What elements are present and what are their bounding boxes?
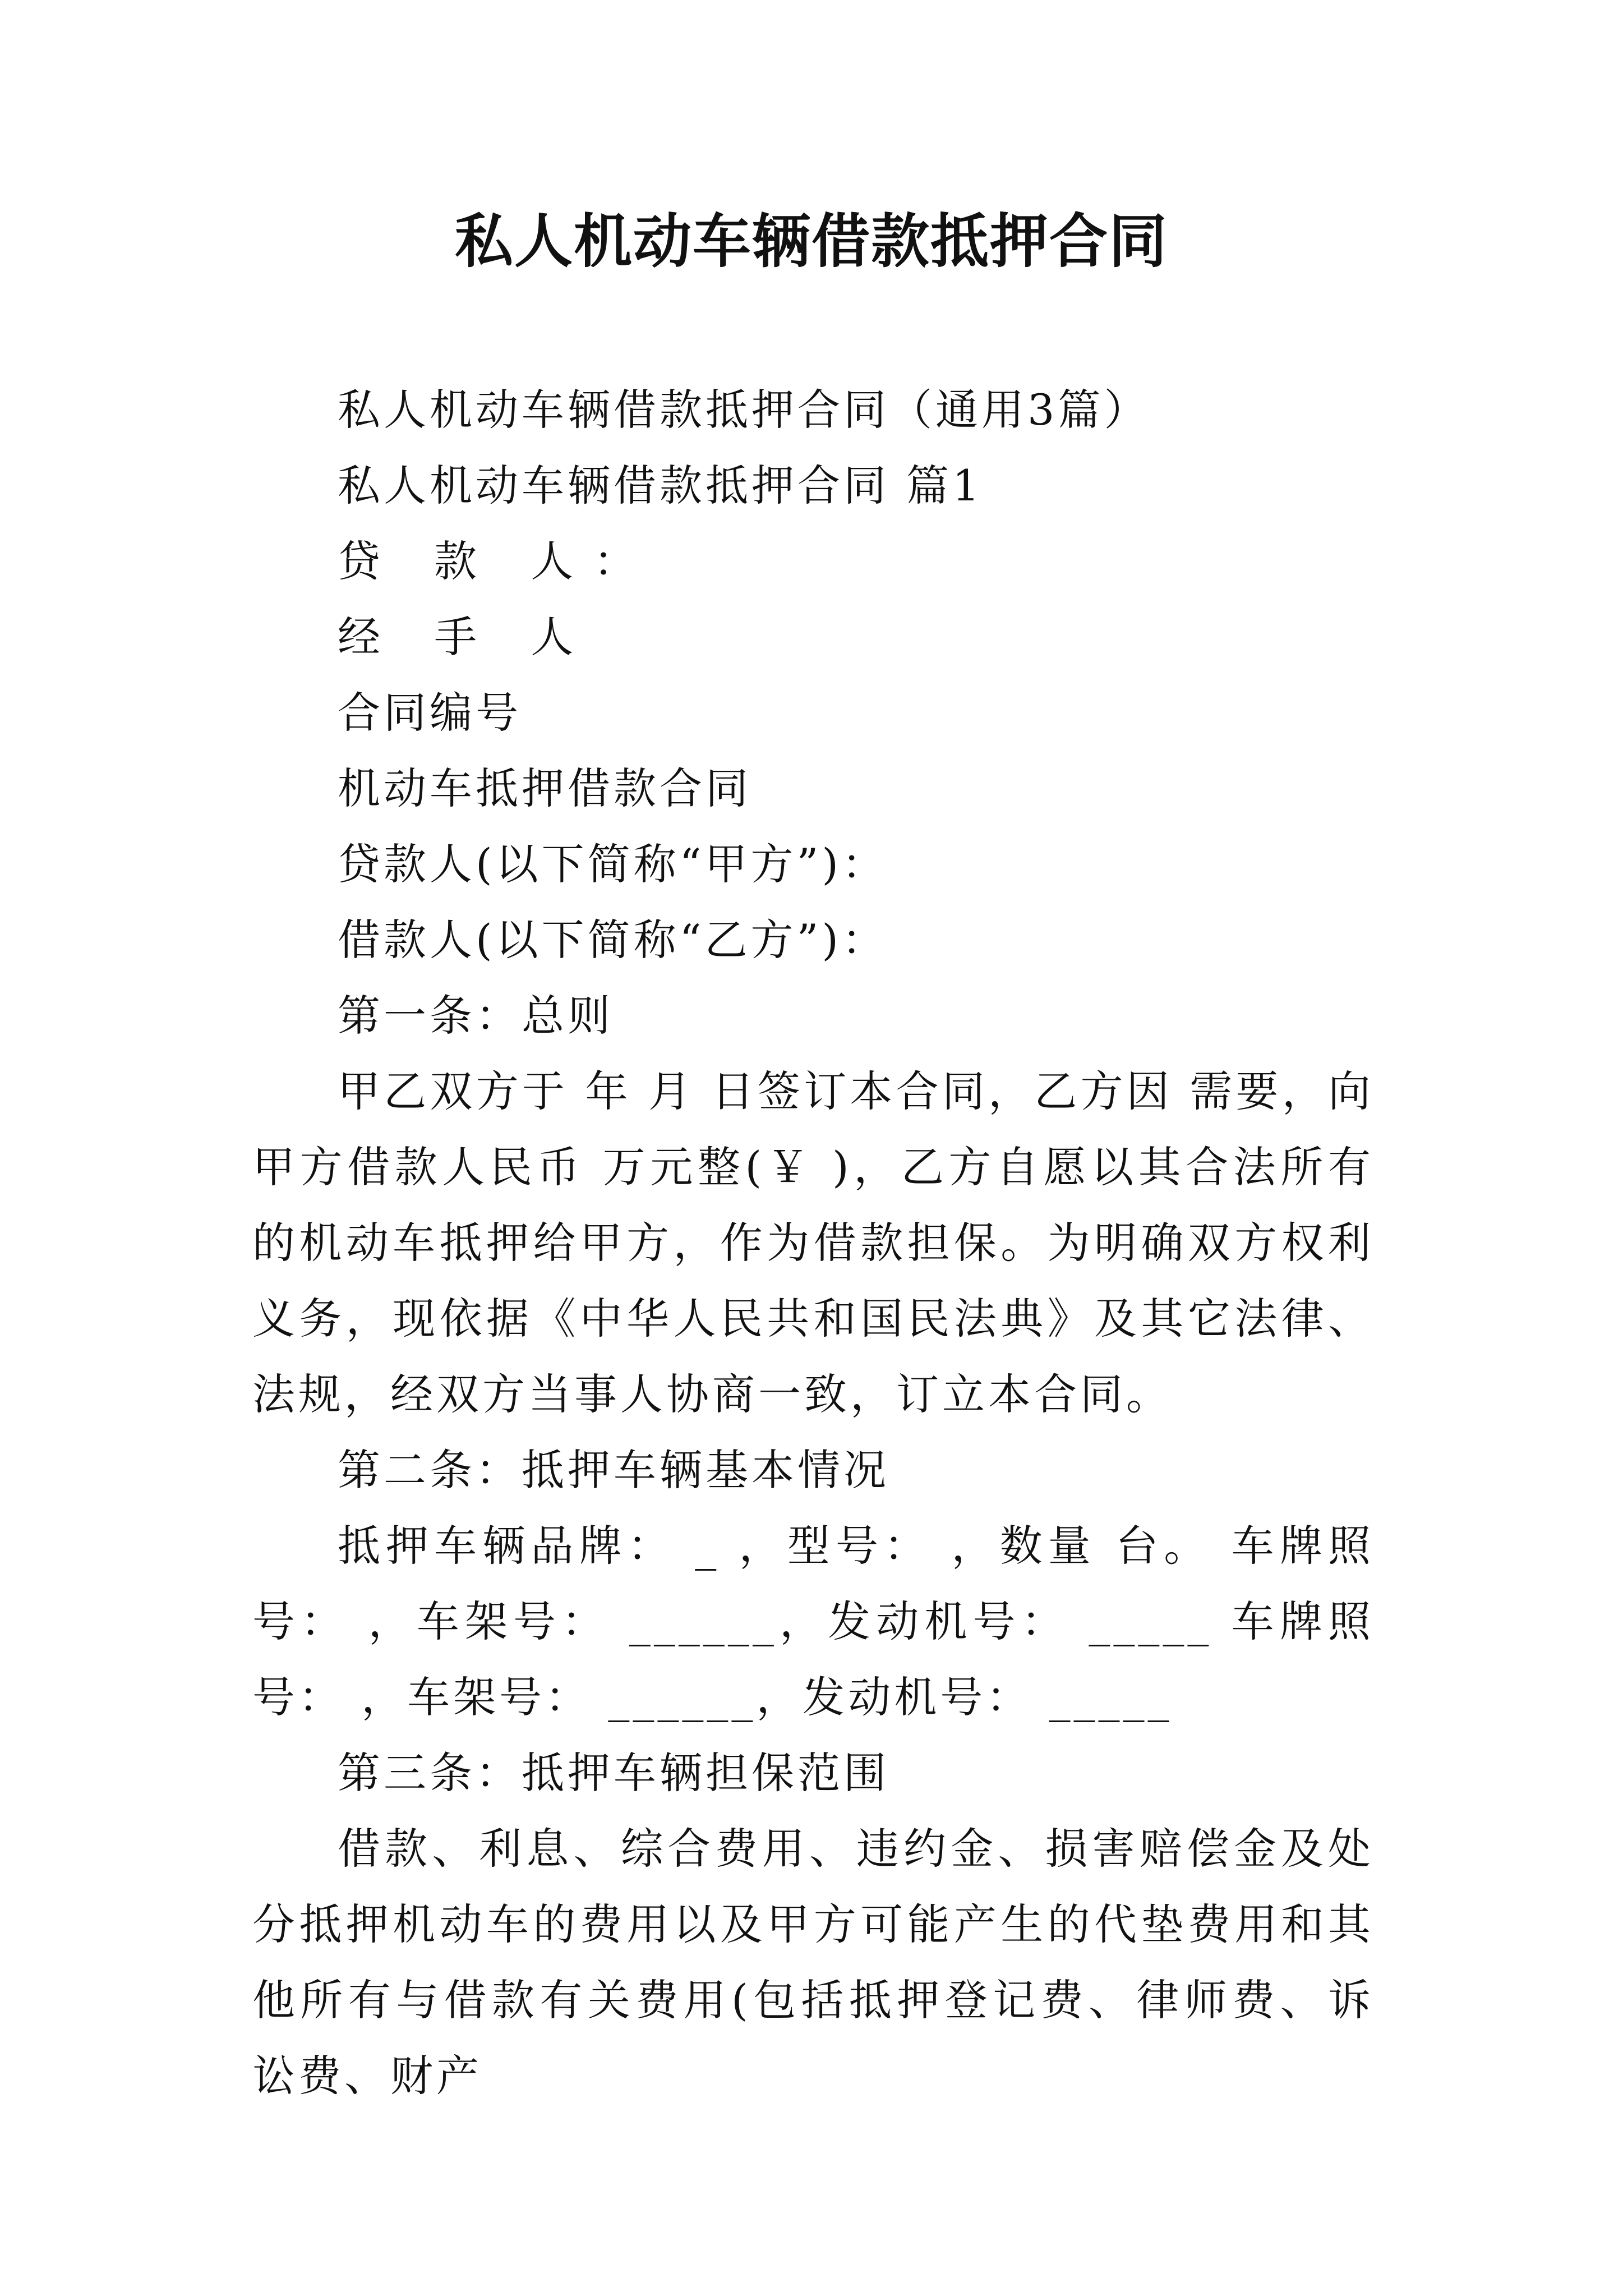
article-1-heading: 第一条：总则 <box>338 991 614 1041</box>
handler-field: 经 手 人 <box>338 612 594 662</box>
lender-field: 贷 款 人： <box>338 536 657 586</box>
article-3-heading: 第三条：抵押车辆担保范围 <box>338 1748 889 1798</box>
document-title: 私人机动车辆借款抵押合同 <box>454 206 1168 275</box>
article-2-body: 抵押车辆品牌： _ ，型号： ，数量 台。 车牌照号： ，车架号： ______，发动机号： _____ 车牌照号： ，车架号： ______，发动机号： _____ <box>252 1521 1374 1722</box>
section-heading: 私人机动车辆借款抵押合同 篇1 <box>338 461 983 510</box>
contract-number-field: 合同编号 <box>338 688 522 738</box>
contract-name: 机动车抵押借款合同 <box>338 763 751 813</box>
document-body <box>252 372 1374 2114</box>
party-b-field: 借款人(以下简称“乙方”)： <box>338 915 888 965</box>
party-a-field: 贷款人(以下简称“甲方”)： <box>338 839 888 889</box>
article-1-body: 甲乙双方于 年 月 日签订本合同，乙方因 需要，向甲方借款人民币 万元整(￥ )，乙方自愿以其合法所有的机动车抵押给甲方，作为借款担保。为明确双方权利义务，现依据《中华人民共和国民法典》及其它法律、法规，经双方当事人协商一致，订立本合同。 <box>252 1066 1374 1419</box>
article-3-body: 借款、利息、综合费用、违约金、损害赔偿金及处分抵押机动车的费用以及甲方可能产生的代垫费用和其他所有与借款有关费用(包括抵押登记费、律师费、诉讼费、财产 <box>252 1824 1374 2101</box>
article-2-heading: 第二条：抵押车辆基本情况 <box>338 1445 889 1495</box>
subtitle-line: 私人机动车辆借款抵押合同（通用3篇） <box>338 385 1150 435</box>
